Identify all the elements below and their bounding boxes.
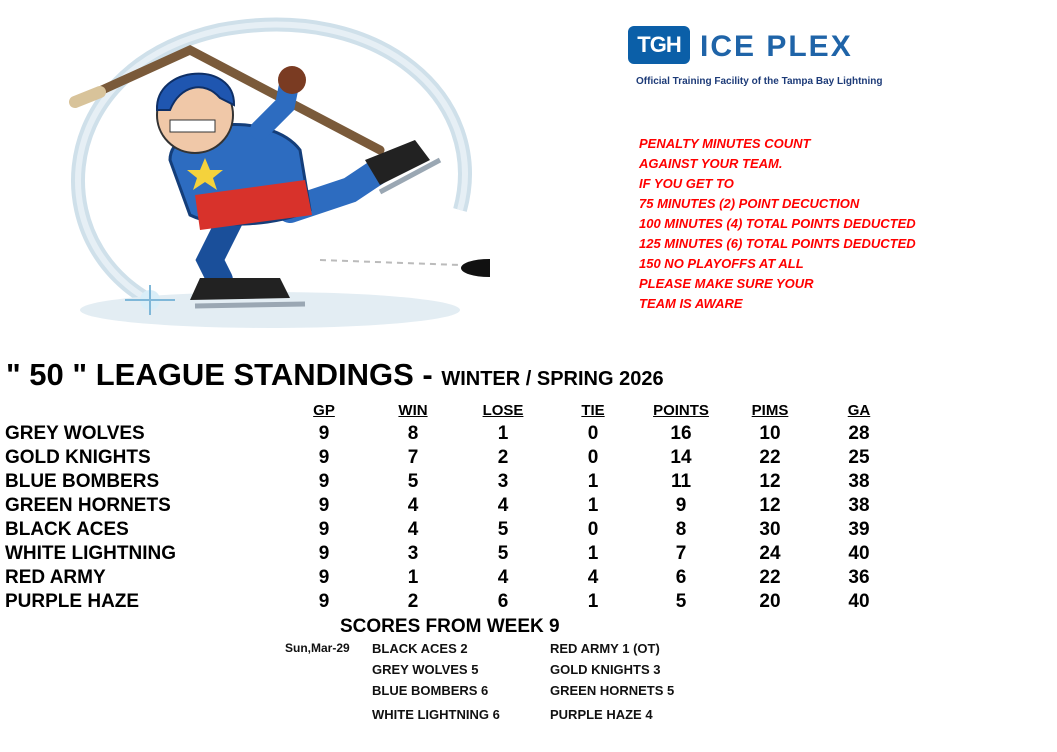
table-cell: 9 [318,447,330,468]
table-cell: 1 [587,471,599,492]
table-cell: 4 [407,519,419,540]
column-header: WIN [398,402,428,419]
table-cell: 9 [318,423,330,444]
table-cell: 39 [848,519,870,540]
notice-line: IF YOU GET TO [639,176,734,191]
team-name: BLUE BOMBERS [5,471,160,492]
game-home-score: GREY WOLVES 5 [372,662,479,677]
table-cell: 30 [759,519,781,540]
table-cell: 22 [759,567,781,588]
table-cell: 2 [497,447,509,468]
table-row [0,471,1057,495]
table-row [0,423,1057,447]
table-cell: 5 [497,519,509,540]
notice-line: PLEASE MAKE SURE YOUR [639,276,814,291]
table-cell: 1 [587,543,599,564]
team-name: GREEN HORNETS [5,495,171,516]
table-cell: 7 [675,543,687,564]
table-cell: 9 [318,471,330,492]
table-row [0,543,1057,567]
team-name: GREY WOLVES [5,423,145,444]
table-cell: 6 [497,591,509,612]
table-cell: 9 [318,519,330,540]
table-cell: 3 [407,543,419,564]
column-header: GA [847,402,871,419]
table-cell: 9 [318,567,330,588]
page-title [6,357,664,393]
team-name: RED ARMY [5,567,106,588]
table-cell: 9 [675,495,687,516]
table-cell: 8 [675,519,687,540]
game-away-score: PURPLE HAZE 4 [550,707,653,722]
table-row [0,495,1057,519]
notice-line: 150 NO PLAYOFFS AT ALL [639,256,804,271]
table-cell: 11 [670,471,692,492]
table-cell: 4 [407,495,419,516]
table-cell: 4 [497,567,509,588]
notice-line: TEAM IS AWARE [639,296,743,311]
table-cell: 38 [848,471,870,492]
table-cell: 9 [318,591,330,612]
team-name: WHITE LIGHTNING [5,543,176,564]
logo-tagline: Official Training Facility of the Tampa Bay Lightning [636,76,883,87]
team-name: GOLD KNIGHTS [5,447,151,468]
game-away-score: GREEN HORNETS 5 [550,683,675,698]
table-cell: 6 [675,567,687,588]
game-home-score: WHITE LIGHTNING 6 [372,707,500,722]
ice-plex-wordmark: ICE PLEX [700,30,853,63]
league-standings-title: " 50 " LEAGUE STANDINGS - [6,357,442,392]
table-cell: 9 [318,543,330,564]
scores-title: SCORES FROM WEEK 9 [340,616,560,637]
table-cell: 1 [587,495,599,516]
game-date: Sun,Mar-29 [285,641,350,655]
column-header: POINTS [653,402,709,419]
table-cell: 4 [587,567,599,588]
table-cell: 5 [497,543,509,564]
table-cell: 1 [497,423,509,444]
tgh-badge: TGH [628,26,690,64]
table-cell: 12 [759,495,781,516]
table-row [0,591,1057,615]
column-header: PIMS [751,402,789,419]
game-away-score: RED ARMY 1 (OT) [550,641,660,656]
table-cell: 16 [670,423,692,444]
notice-line: PENALTY MINUTES COUNT [639,136,811,151]
table-cell: 40 [848,543,870,564]
table-cell: 5 [407,471,419,492]
hockey-player-illustration [20,10,490,330]
table-row [0,519,1057,543]
table-cell: 14 [670,447,692,468]
column-header: TIE [581,402,605,419]
table-cell: 24 [759,543,781,564]
table-cell: 9 [318,495,330,516]
table-cell: 12 [759,471,781,492]
table-cell: 4 [497,495,509,516]
notice-line: AGAINST YOUR TEAM. [639,156,783,171]
table-cell: 0 [587,519,599,540]
table-cell: 2 [407,591,419,612]
notice-line: 75 MINUTES (2) POINT DECUCTION [639,196,860,211]
game-away-score: GOLD KNIGHTS 3 [550,662,661,677]
table-cell: 1 [587,591,599,612]
table-cell: 0 [587,423,599,444]
table-row [0,567,1057,591]
game-home-score: BLACK ACES 2 [372,641,468,656]
table-cell: 25 [848,447,870,468]
penalty-notice [639,134,916,314]
table-row [0,447,1057,471]
table-cell: 36 [848,567,870,588]
team-name: BLACK ACES [5,519,129,540]
table-cell: 5 [675,591,687,612]
table-cell: 10 [759,423,781,444]
table-cell: 1 [407,567,419,588]
table-cell: 40 [848,591,870,612]
notice-line: 100 MINUTES (4) TOTAL POINTS DEDUCTED [639,216,916,231]
season-label: WINTER / SPRING 2026 [441,368,664,390]
table-cell: 22 [759,447,781,468]
table-cell: 3 [497,471,509,492]
table-cell: 0 [587,447,599,468]
game-home-score: BLUE BOMBERS 6 [372,683,489,698]
team-name: PURPLE HAZE [5,591,140,612]
column-header: LOSE [482,402,524,419]
table-cell: 8 [407,423,419,444]
column-header: GP [313,402,335,419]
table-cell: 7 [407,447,419,468]
table-cell: 28 [848,423,870,444]
table-cell: 20 [759,591,781,612]
notice-line: 125 MINUTES (6) TOTAL POINTS DEDUCTED [639,236,916,251]
table-cell: 38 [848,495,870,516]
